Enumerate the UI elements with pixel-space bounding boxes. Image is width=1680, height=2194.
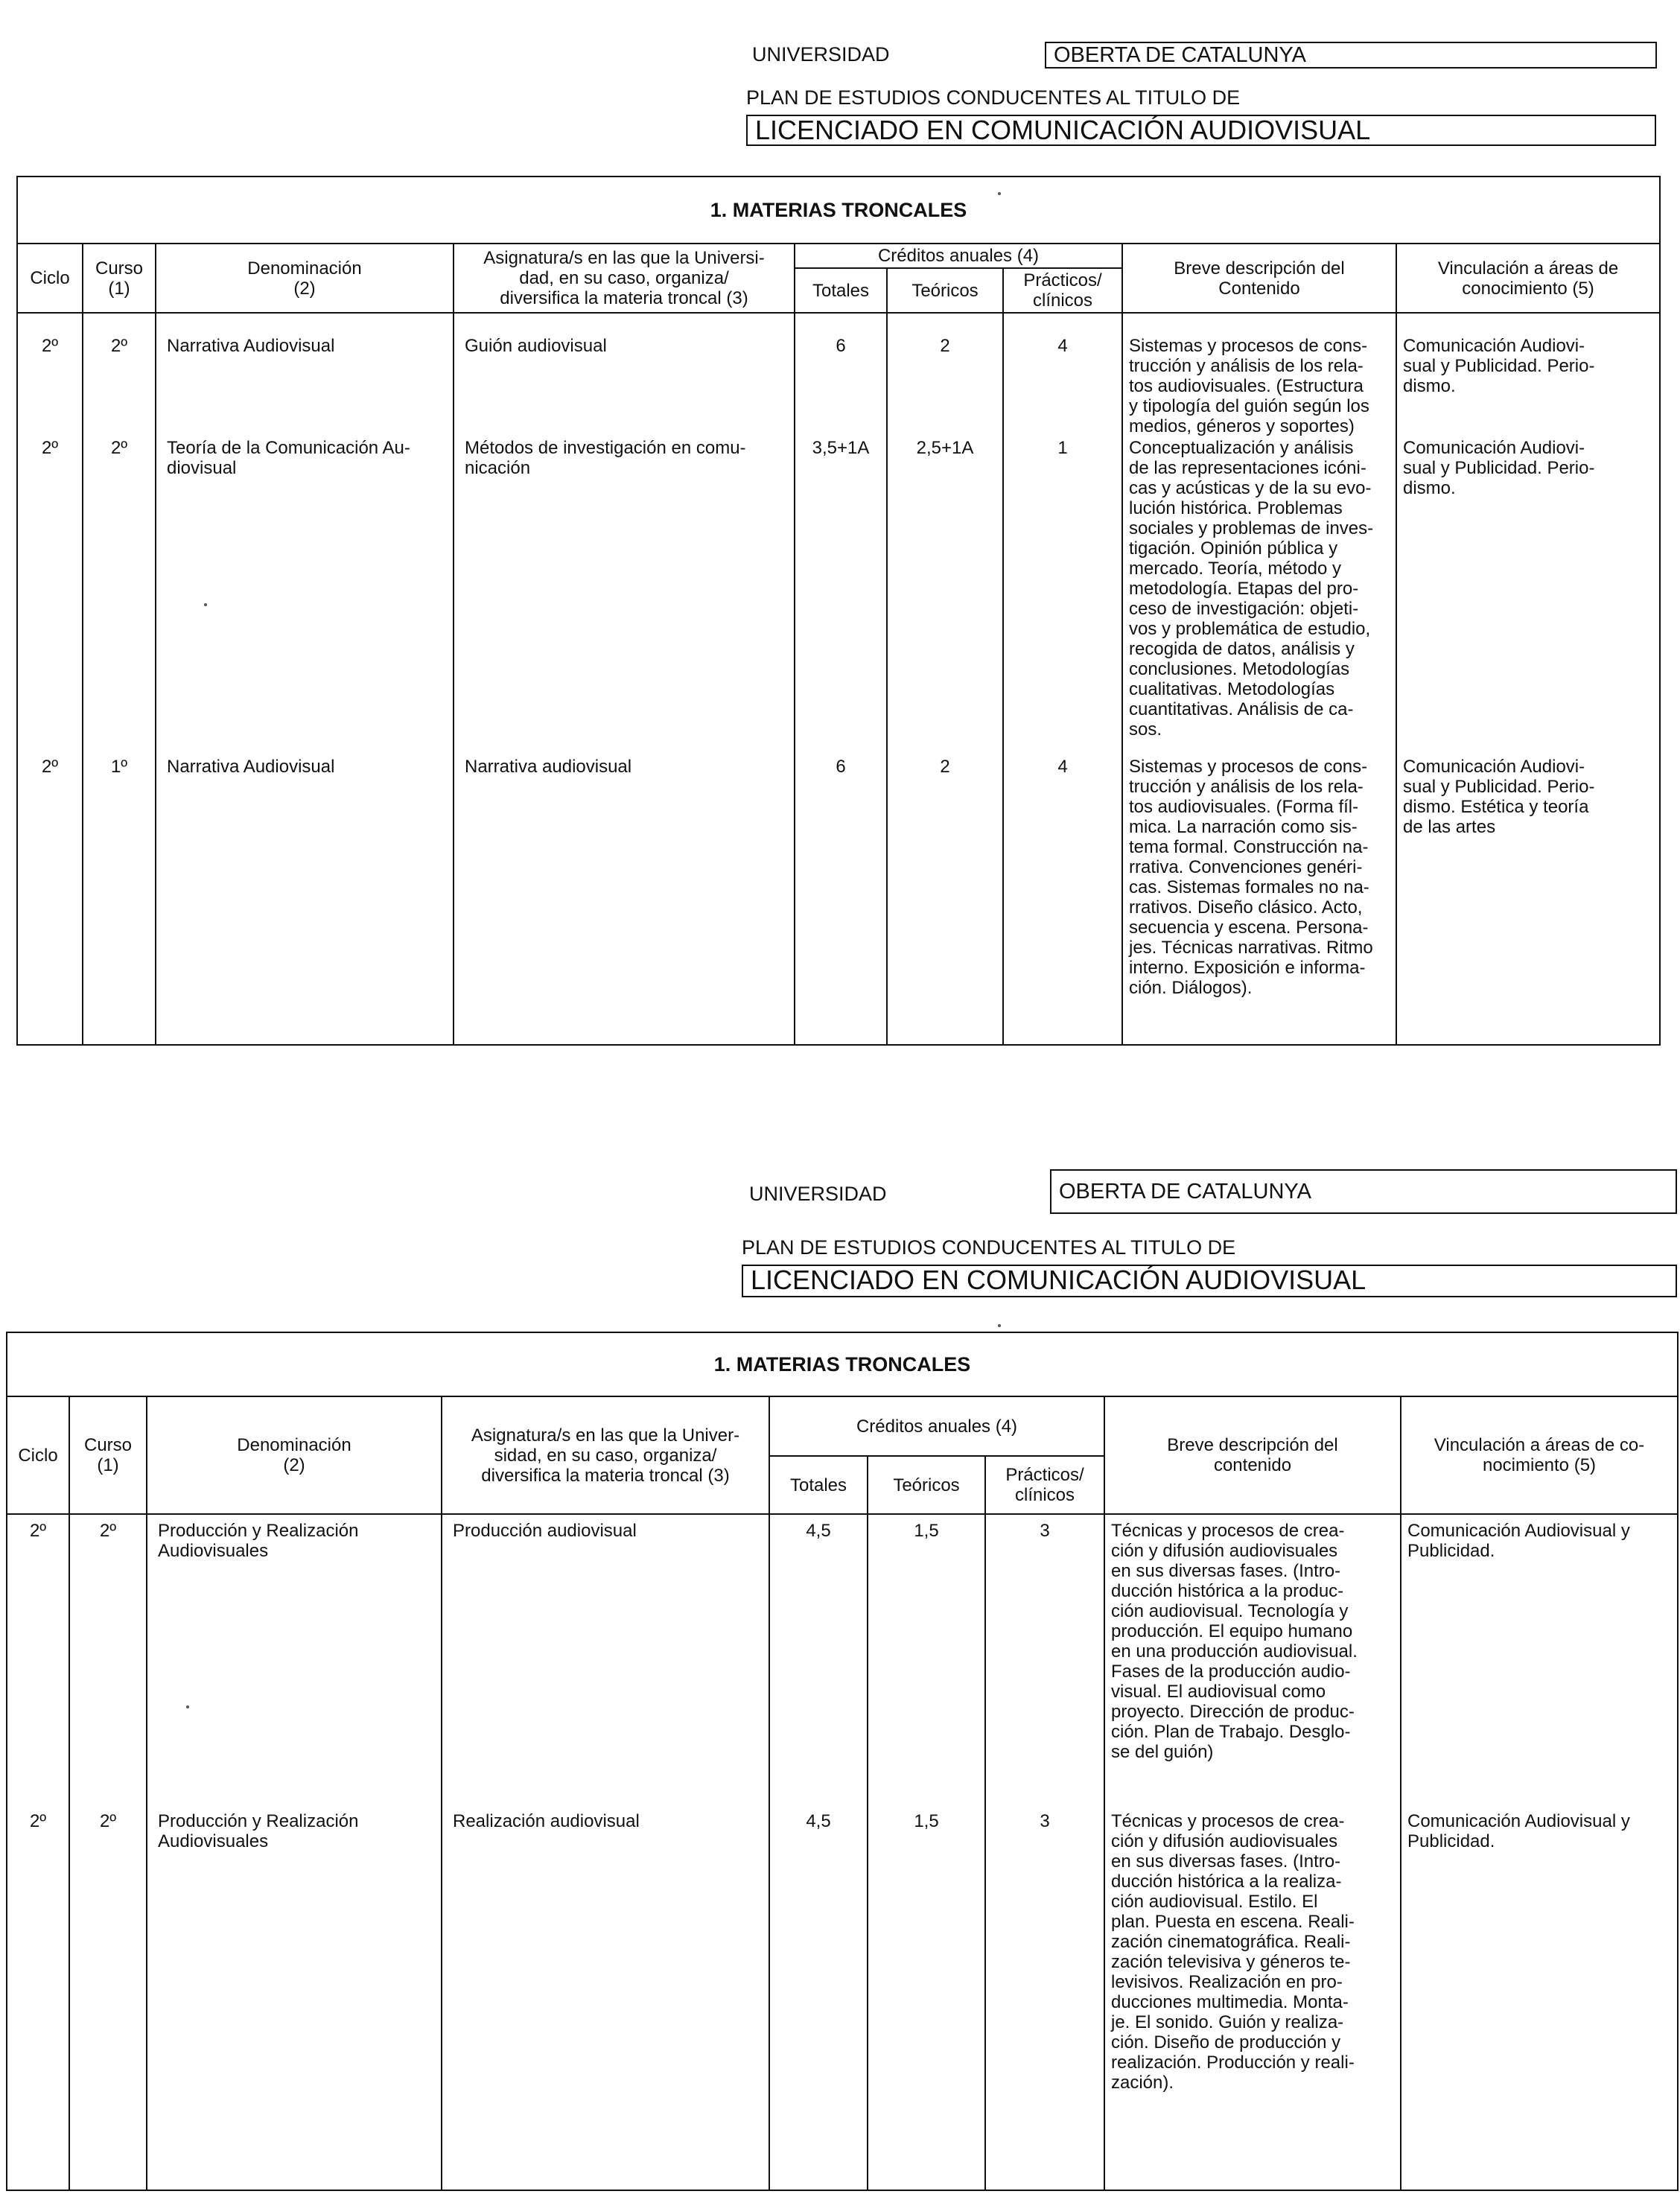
cell-teoricos: 2 — [887, 313, 1003, 437]
table-row — [7, 1810, 1678, 2190]
header-creditos: Créditos anuales (4) — [795, 244, 1122, 268]
cell-descripcion: Conceptualización y análisis de las representaciones icóni- cas y acústicas y de la su evo- lución histórica. Problemas sociales y problemas de inves- tigación. Opinión pública y mercado. Teoría, método y metodología. Etapas del pro- ceso de investigación: objeti- vos y problemática de estudio, recogida de datos, análisis y conclusiones. Metodologías cualitativas. Metodologías cuantitativas. Análisis de ca- sos. — [1122, 437, 1396, 756]
materias-troncales-table-1 — [16, 176, 1661, 1046]
header-denominacion: Denominación (2) — [156, 244, 454, 313]
header-ciclo: Ciclo — [17, 244, 83, 313]
cell-denominacion: Producción y Realización Audiovisuales — [147, 1810, 442, 2190]
table-title: 1. MATERIAS TRONCALES — [17, 177, 1660, 244]
header-totales: Totales — [795, 268, 887, 313]
cell-teoricos: 1,5 — [868, 1514, 985, 1810]
scan-speck — [998, 192, 1001, 195]
header-ciclo: Ciclo — [7, 1396, 69, 1514]
universidad-value-box: OBERTA DE CATALUNYA — [1045, 42, 1657, 69]
table-row — [7, 1514, 1678, 1810]
cell-asignatura: Métodos de investigación en comu- nicación — [454, 437, 795, 756]
cell-ciclo: 2º — [17, 313, 83, 437]
cell-vinculacion: Comunicación Audiovisual y Publicidad. — [1401, 1514, 1678, 1810]
header-descripcion: Breve descripción del contenido — [1104, 1396, 1401, 1514]
cell-practicos: 4 — [1003, 756, 1122, 1045]
titulo-box: LICENCIADO EN COMUNICACIÓN AUDIOVISUAL — [746, 115, 1656, 146]
scan-speck — [204, 603, 207, 606]
header-curso: Curso (1) — [69, 1396, 147, 1514]
cell-curso: 2º — [83, 313, 156, 437]
header-teoricos: Teóricos — [868, 1456, 985, 1514]
header-vinculacion: Vinculación a áreas de conocimiento (5) — [1396, 244, 1660, 313]
cell-vinculacion: Comunicación Audiovi- sual y Publicidad. Perio- dismo. Estética y teoría de las artes — [1396, 756, 1660, 1045]
cell-curso: 2º — [69, 1514, 147, 1810]
cell-asignatura: Guión audiovisual — [454, 313, 795, 437]
cell-ciclo: 2º — [7, 1514, 69, 1810]
scan-speck — [186, 1705, 189, 1708]
cell-practicos: 4 — [1003, 313, 1122, 437]
scan-speck — [998, 1324, 1001, 1327]
cell-vinculacion: Comunicación Audiovi- sual y Publicidad. Perio- dismo. — [1396, 313, 1660, 437]
table-title: 1. MATERIAS TRONCALES — [7, 1332, 1678, 1396]
cell-curso: 2º — [69, 1810, 147, 2190]
cell-totales: 4,5 — [769, 1514, 868, 1810]
cell-ciclo: 2º — [17, 437, 83, 756]
cell-asignatura: Producción audiovisual — [442, 1514, 769, 1810]
header-descripcion: Breve descripción del Contenido — [1122, 244, 1396, 313]
cell-descripcion: Sistemas y procesos de cons- trucción y análisis de los rela- tos audiovisuales. (Estructura y tipología del guión según los medios, géneros y soportes) — [1122, 313, 1396, 437]
cell-ciclo: 2º — [17, 756, 83, 1045]
plan-label: PLAN DE ESTUDIOS CONDUCENTES AL TITULO DE — [742, 1236, 1236, 1259]
cell-totales: 3,5+1A — [795, 437, 887, 756]
cell-vinculacion: Comunicación Audiovisual y Publicidad. — [1401, 1810, 1678, 2190]
cell-denominacion: Narrativa Audiovisual — [156, 313, 454, 437]
header-practicos: Prácticos/ clínicos — [1003, 268, 1122, 313]
cell-descripcion: Técnicas y procesos de crea- ción y difusión audiovisuales en sus diversas fases. (Intro- ducción histórica a la realiza- ción audiovisual. Estilo. El plan. Puesta en escena. Reali- zación cinematográfica. Reali- zación televisiva y géneros te- levisivos. Realización en pro- ducciones multimedia. Monta- je. El sonido. Guión y realiza- ción. Diseño de producción y realización. Producción y reali- zación). — [1104, 1810, 1401, 2190]
table-row — [17, 437, 1660, 756]
header-vinculacion: Vinculación a áreas de co- nocimiento (5) — [1401, 1396, 1678, 1514]
table-row — [17, 313, 1660, 437]
header-asignatura: Asignatura/s en las que la Universi- dad, en su caso, organiza/ diversifica la materia troncal (3) — [454, 244, 795, 313]
universidad-label: UNIVERSIDAD — [752, 43, 890, 66]
universidad-value-box: OBERTA DE CATALUNYA — [1050, 1169, 1677, 1214]
cell-practicos: 3 — [985, 1514, 1104, 1810]
cell-totales: 6 — [795, 313, 887, 437]
header-curso: Curso (1) — [83, 244, 156, 313]
cell-teoricos: 1,5 — [868, 1810, 985, 2190]
cell-practicos: 1 — [1003, 437, 1122, 756]
cell-denominacion: Teoría de la Comunicación Au- diovisual — [156, 437, 454, 756]
cell-descripcion: Técnicas y procesos de crea- ción y difusión audiovisuales en sus diversas fases. (Intro- ducción histórica a la produc- ción audiovisual. Tecnología y producción. El equipo humano en una producción audiovisual. Fases de la producción audio- visual. El audiovisual como proyecto. Dirección de produc- ción. Plan de Trabajo. Desglo- se del guión) — [1104, 1514, 1401, 1810]
cell-totales: 6 — [795, 756, 887, 1045]
header-teoricos: Teóricos — [887, 268, 1003, 313]
header-denominacion: Denominación (2) — [147, 1396, 442, 1514]
cell-practicos: 3 — [985, 1810, 1104, 2190]
header-creditos: Créditos anuales (4) — [769, 1396, 1104, 1456]
table-row — [17, 756, 1660, 1045]
header-practicos: Prácticos/ clínicos — [985, 1456, 1104, 1514]
cell-asignatura: Narrativa audiovisual — [454, 756, 795, 1045]
header-totales: Totales — [769, 1456, 868, 1514]
cell-teoricos: 2,5+1A — [887, 437, 1003, 756]
cell-denominacion: Producción y Realización Audiovisuales — [147, 1514, 442, 1810]
cell-ciclo: 2º — [7, 1810, 69, 2190]
titulo-box: LICENCIADO EN COMUNICACIÓN AUDIOVISUAL — [742, 1265, 1677, 1297]
cell-curso: 2º — [83, 437, 156, 756]
cell-descripcion: Sistemas y procesos de cons- trucción y análisis de los rela- tos audiovisuales. (Forma fíl- mica. La narración como sis- tema formal. Construcción na- rrativa. Convenciones genéri- cas. Sistemas formales no na- rrativos. Diseño clásico. Acto, secuencia y escena. Persona- jes. Técnicas narrativas. Ritmo interno. Exposición e informa- ción. Diálogos). — [1122, 756, 1396, 1045]
cell-asignatura: Realización audiovisual — [442, 1810, 769, 2190]
cell-denominacion: Narrativa Audiovisual — [156, 756, 454, 1045]
cell-teoricos: 2 — [887, 756, 1003, 1045]
materias-troncales-table-2 — [6, 1332, 1679, 2191]
cell-curso: 1º — [83, 756, 156, 1045]
cell-vinculacion: Comunicación Audiovi- sual y Publicidad. Perio- dismo. — [1396, 437, 1660, 756]
header-asignatura: Asignatura/s en las que la Univer- sidad, en su caso, organiza/ diversifica la materia troncal (3) — [442, 1396, 769, 1514]
universidad-label: UNIVERSIDAD — [749, 1183, 887, 1205]
plan-label: PLAN DE ESTUDIOS CONDUCENTES AL TITULO DE — [746, 86, 1241, 109]
cell-totales: 4,5 — [769, 1810, 868, 2190]
